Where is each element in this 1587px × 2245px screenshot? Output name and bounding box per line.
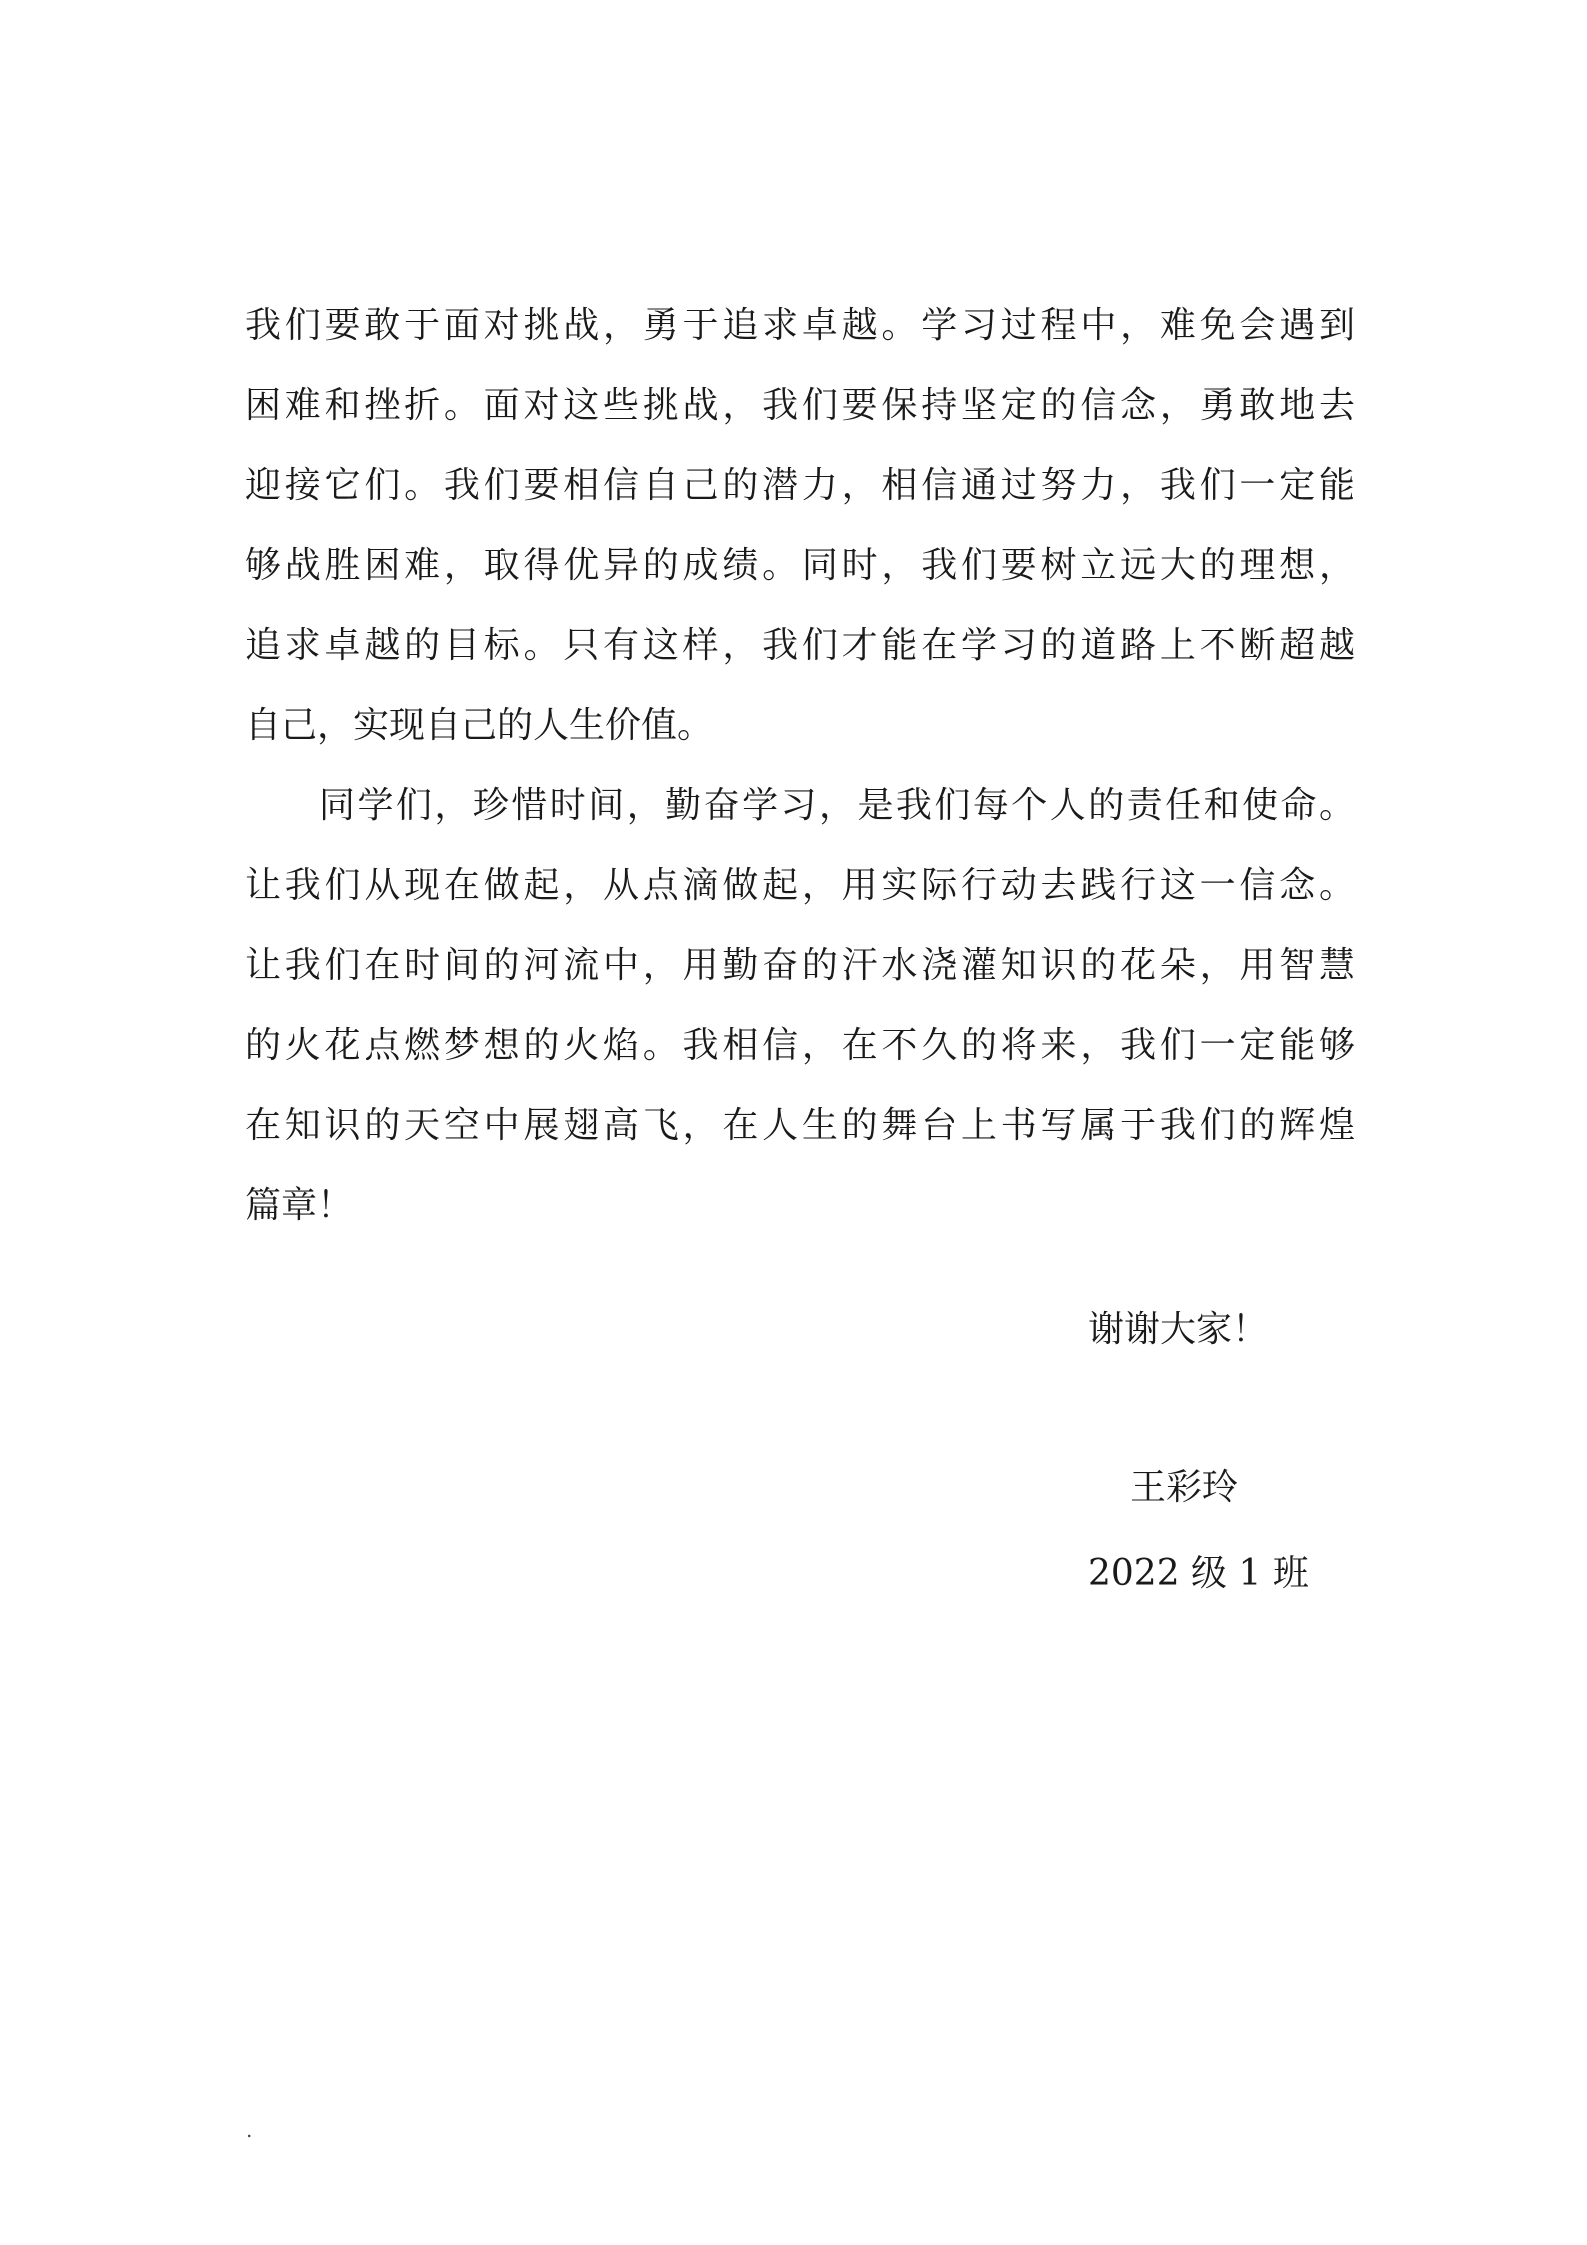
- paragraph-2-line-3: 让我们在时间的河流中，用勤奋的汗水浇灌知识的花朵，用智慧: [245, 945, 1355, 986]
- footer-mark: .: [246, 2118, 253, 2142]
- paragraph-2-line-1: 同学们，珍惜时间，勤奋学习，是我们每个人的责任和使命。: [319, 785, 1355, 826]
- signature-class: 2022 级 1 班: [1088, 1553, 1309, 1594]
- closing-remark: 谢谢大家！: [1088, 1309, 1269, 1350]
- paragraph-1-line-6: 自己，实现自己的人生价值。: [245, 705, 714, 746]
- paragraph-1-line-2: 困难和挫折。面对这些挑战，我们要保持坚定的信念，勇敢地去: [245, 385, 1355, 426]
- body-text: [245, 286, 1355, 1246]
- paragraph-1-line-3: 迎接它们。我们要相信自己的潜力，相信通过努力，我们一定能: [245, 465, 1355, 506]
- paragraph-2-line-2: 让我们从现在做起，从点滴做起，用实际行动去践行这一信念。: [245, 865, 1355, 906]
- paragraph-1-line-5: 追求卓越的目标。只有这样，我们才能在学习的道路上不断超越: [245, 625, 1355, 666]
- paragraph-2-line-6: 篇章！: [245, 1185, 354, 1226]
- paragraph-2-line-4: 的火花点燃梦想的火焰。我相信，在不久的将来，我们一定能够: [245, 1025, 1355, 1066]
- paragraph-2-line-5: 在知识的天空中展翅高飞，在人生的舞台上书写属于我们的辉煌: [245, 1105, 1355, 1146]
- paragraph-1-line-4: 够战胜困难，取得优异的成绩。同时，我们要树立远大的理想，: [245, 545, 1355, 586]
- signature-name: 王彩玲: [1130, 1467, 1239, 1508]
- paragraph-1-line-1: 我们要敢于面对挑战，勇于追求卓越。学习过程中，难免会遇到: [245, 305, 1355, 346]
